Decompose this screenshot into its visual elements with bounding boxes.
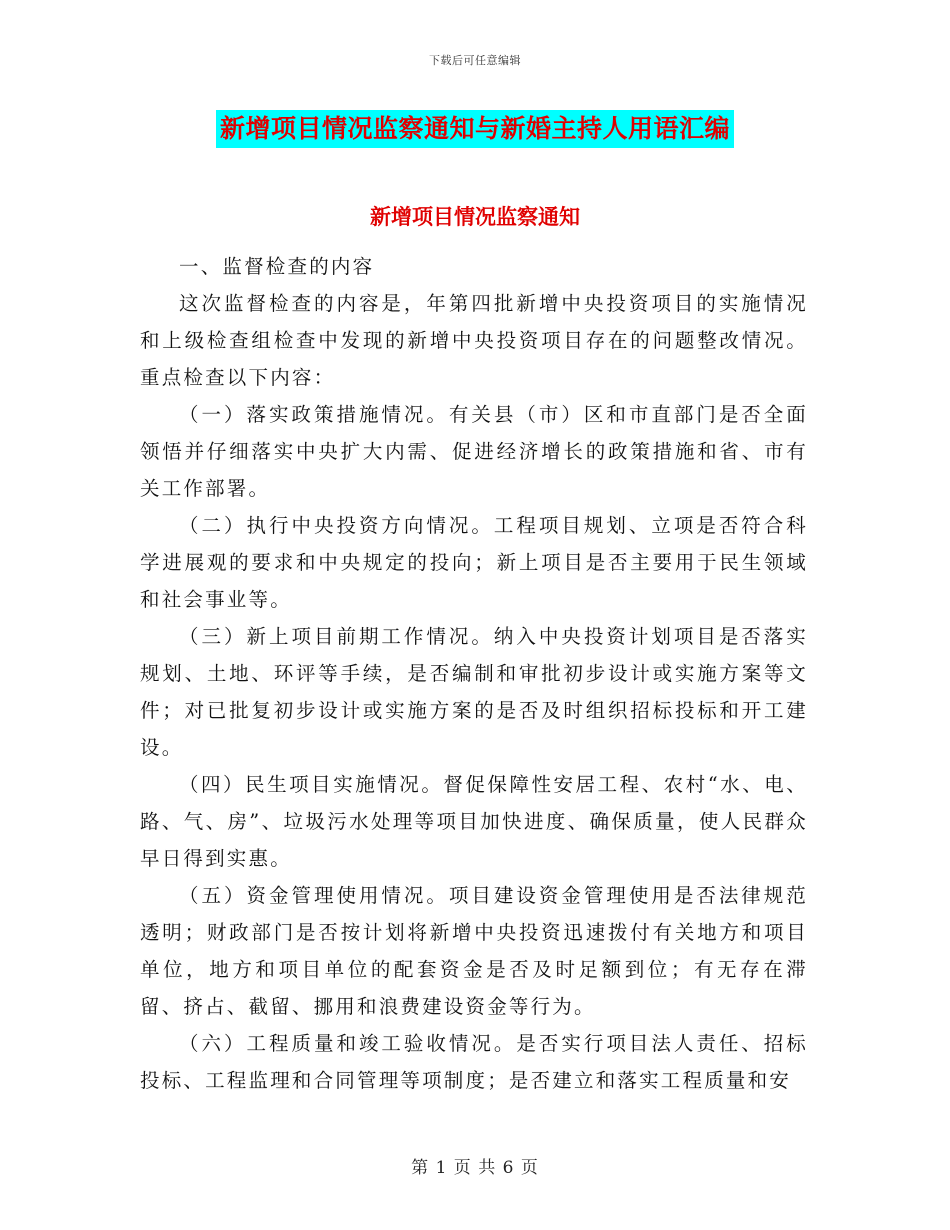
- document-body: [140, 248, 808, 1099]
- section-title: 新增项目情况监察通知: [370, 205, 580, 229]
- paragraph: 这次监督检查的内容是，年第四批新增中央投资项目的实施情况和上级检查组检查中发现的新增中央投资项目存在的问题整改情况。重点检查以下内容：: [140, 292, 808, 389]
- paragraph-heading-1: 一、监督检查的内容: [179, 255, 375, 278]
- page-number: 第 1 页 共 6 页: [411, 1158, 539, 1178]
- paragraph: （六）工程质量和竣工验收情况。是否实行项目法人责任、招标投标、工程监理和合同管理等项制度；是否建立和落实工程质量和安: [140, 1032, 808, 1092]
- paragraph: （三）新上项目前期工作情况。纳入中央投资计划项目是否落实规划、土地、环评等手续，是否编制和审批初步设计或实施方案等文件；对已批复初步设计或实施方案的是否及时组织招标投标和开工建设。: [140, 625, 808, 759]
- document-title: 新增项目情况监察通知与新婚主持人用语汇编: [216, 110, 734, 148]
- paragraph: （二）执行中央投资方向情况。工程项目规划、立项是否符合科学进展观的要求和中央规定的投向；新上项目是否主要用于民生领域和社会事业等。: [140, 514, 808, 611]
- paragraph: （四）民生项目实施情况。督促保障性安居工程、农村“水、电、路、气、房”、垃圾污水处理等项目加快进度、确保质量，使人民群众早日得到实惠。: [140, 773, 808, 870]
- page-header-note: 下载后可任意编辑: [429, 54, 521, 67]
- document-title-container: [0, 110, 950, 148]
- paragraph: （五）资金管理使用情况。项目建设资金管理使用是否法律规范透明；财政部门是否按计划将新增中央投资迅速拨付有关地方和项目单位，地方和项目单位的配套资金是否及时足额到位；有无存在滞留、挤占、截留、挪用和浪费建设资金等行为。: [140, 884, 808, 1018]
- paragraph: （一）落实政策措施情况。有关县（市）区和市直部门是否全面领悟并仔细落实中央扩大内需、促进经济增长的政策措施和省、市有关工作部署。: [140, 403, 808, 500]
